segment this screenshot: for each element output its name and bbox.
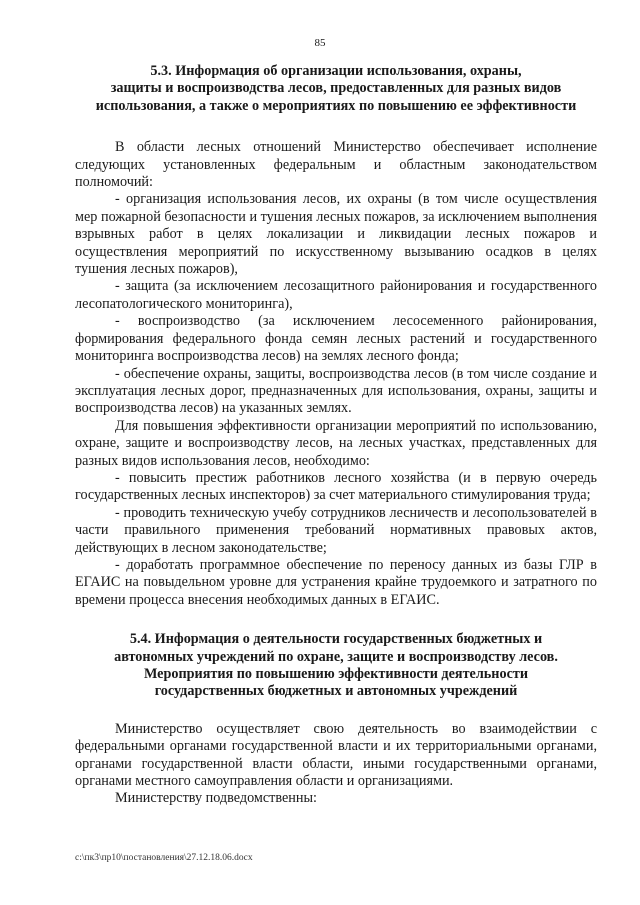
heading-line: использования, а также о мероприятиях по повышению ее эффективности <box>95 97 577 114</box>
efficiency-intro-paragraph: Для повышения эффективности организации мероприятий по использованию, охране, защите и воспроизводству лесов, на лесных участках, представленных для разных видов использования лесов, необходимо: <box>75 417 597 469</box>
file-path-footer: c:\пк3\пр10\постановления\27.12.18.06.docx <box>75 853 253 863</box>
section-5-3-heading <box>75 63 597 115</box>
powers-intro-paragraph: В области лесных отношений Министерство обеспечивает исполнение следующих установленных федеральным и областным законодательством полномочий: <box>75 139 597 191</box>
list-item: - организация использования лесов, их охраны (в том числе осуществления мер пожарной безопасности и тушения лесных пожаров, за исключением выполнения взрывных работ в целях локализации и ликвидации лесных пожаров и осуществления мероприятий по искусственному вызыванию осадков в целях тушения лесных пожаров), <box>75 191 597 278</box>
list-item: - доработать программное обеспечение по переносу данных из базы ГЛР в ЕГАИС на повыдельном уровне для устранения крайне трудоемкого и затратного по времени процесса внесения необходимых данных в ЕГАИС. <box>75 556 597 608</box>
heading-line: автономных учреждений по охране, защите и воспроизводству лесов. <box>114 648 558 665</box>
list-item: - проводить техническую учебу сотрудников лесничеств и лесопользователей в части правильного применения требований нормативных правовых актов, действующих в лесном законодательстве; <box>75 504 597 556</box>
list-item: - воспроизводство (за исключением лесосеменного районирования, формирования федерального фонда семян лесных растений и государственного мониторинга воспроизводства лесов) на землях лесного фонда; <box>75 313 597 365</box>
heading-line: защиты и воспроизводства лесов, предоставленных для разных видов <box>110 80 562 97</box>
list-item: - обеспечение охраны, защиты, воспроизводства лесов (в том числе создание и эксплуатация лесных дорог, предназначенных для использования, охраны, защиты и воспроизводства лесов) на указанных землях. <box>75 365 597 417</box>
subordinate-paragraph: Министерству подведомственны: <box>115 790 317 807</box>
page-number: 85 <box>314 37 326 49</box>
heading-line: 5.4. Информация о деятельности государственных бюджетных и <box>129 631 543 648</box>
page-content <box>75 63 597 808</box>
heading-line: 5.3. Информация об организации использования, охраны, <box>150 63 522 79</box>
list-item: - повысить престиж работников лесного хозяйства (и в первую очередь государственных лесных инспекторов) за счет материального стимулирования труда; <box>75 469 597 504</box>
powers-list <box>75 191 597 417</box>
list-item: - защита (за исключением лесозащитного районирования и государственного лесопатологического мониторинга), <box>75 278 597 312</box>
measures-list <box>75 470 597 609</box>
section-5-4-heading <box>75 631 597 701</box>
heading-line: государственных бюджетных и автономных учреждений <box>154 683 518 700</box>
interaction-paragraph: Министерство осуществляет свою деятельность во взаимодействии с федеральными органами государственной власти и их территориальными органами, органами государственной власти области, иными государственными органами, органами местного самоуправления области и организациями. <box>75 720 597 790</box>
heading-line: Мероприятия по повышению эффективности деятельности <box>143 666 529 682</box>
